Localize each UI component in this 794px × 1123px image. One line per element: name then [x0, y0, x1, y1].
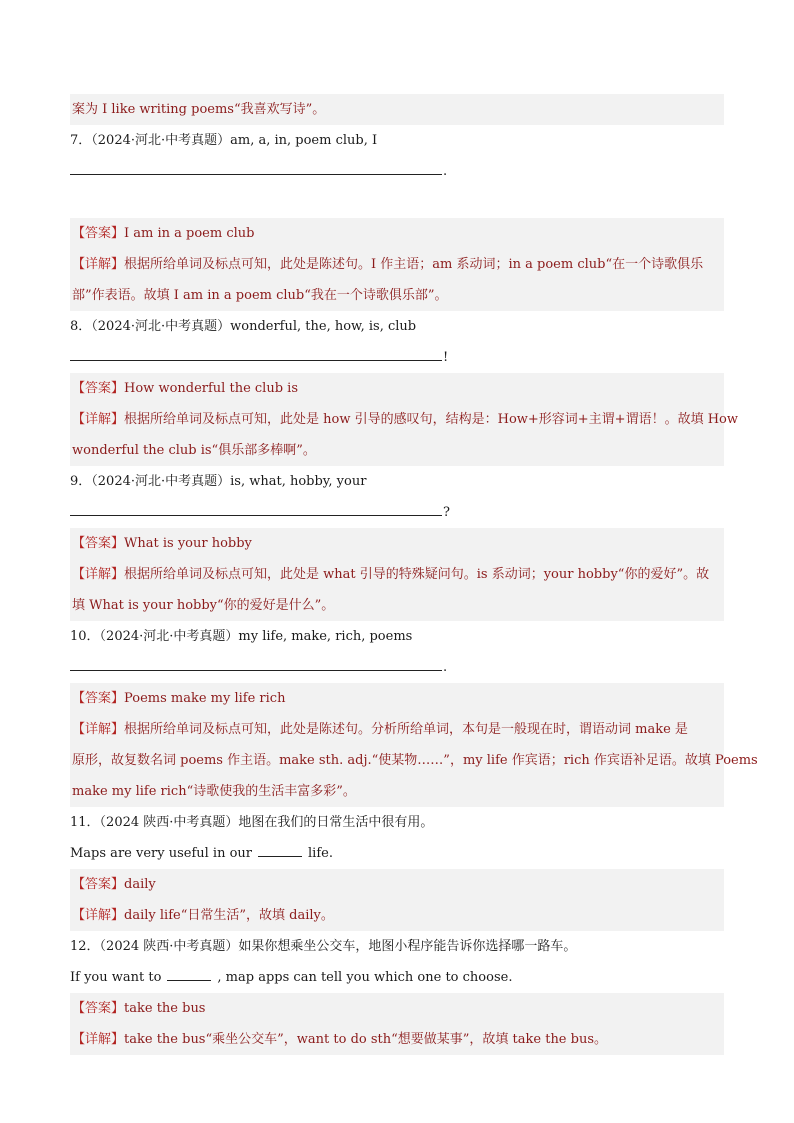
explanation-text: 根据所给单词及标点可知，此处是陈述句。分析所给单词，本句是一般现在时，谓语动词 make 是	[124, 722, 688, 737]
answer-7	[70, 218, 724, 249]
explanation-7-line-2: 部”作表语。故填 I am in a poem club“我在一个诗歌俱乐部”。	[70, 280, 724, 311]
explanation-10-line-1	[70, 714, 724, 745]
answer-text: What is your hobby	[124, 536, 252, 551]
end-punctuation: .	[443, 660, 448, 675]
explanation-text: take the bus“乘坐公交车”，want to do sth“想要做某事”，故填 take the bus。	[124, 1032, 608, 1047]
question-7: 7．（2024·河北·中考真题）am, a, in, poem club, I	[70, 133, 378, 148]
explanation-9-line-1	[70, 559, 724, 590]
answer-text: How wonderful the club is	[124, 381, 298, 396]
explanation-9-line-2: 填 What is your hobby“你的爱好是什么”。	[70, 590, 724, 621]
question-12: 12．（2024 陕西·中考真题）如果你想乘坐公交车，地图小程序能告诉你选择哪一路车。	[70, 939, 577, 954]
answer-blank-10	[70, 652, 724, 683]
explanation-tag: 【详解】	[72, 722, 125, 737]
answer-8	[70, 373, 724, 404]
answer-continuation: 案为 I like writing poems“我喜欢写诗”。	[70, 94, 724, 125]
question-9: 9．（2024·河北·中考真题）is, what, hobby, your	[70, 474, 367, 489]
end-punctuation: ?	[443, 505, 450, 520]
answer-text: Poems make my life rich	[124, 691, 286, 706]
question-8: 8．（2024·河北·中考真题）wonderful, the, how, is, club	[70, 319, 417, 334]
answer-tag: 【答案】	[72, 226, 125, 241]
question-11-english	[70, 838, 724, 869]
sentence-after: , map apps can tell you which one to choose.	[217, 970, 513, 985]
explanation-8-line-2: wonderful the club is“俱乐部多棒啊”。	[70, 435, 724, 466]
answer-tag: 【答案】	[72, 877, 125, 892]
explanation-tag: 【详解】	[72, 412, 125, 427]
explanation-tag: 【详解】	[72, 1032, 125, 1047]
answer-text: take the bus	[124, 1001, 206, 1016]
answer-blank-9	[70, 497, 724, 528]
answer-tag: 【答案】	[72, 381, 125, 396]
blank-line	[70, 162, 442, 175]
explanation-10-line-2: 原形，故复数名词 poems 作主语。make sth. adj.“使某物……”，my life 作宾语；rich 作宾语补足语。故填 Poems	[70, 745, 724, 776]
question-10: 10．（2024·河北·中考真题）my life, make, rich, poems	[70, 629, 413, 644]
sentence-before: Maps are very useful in our	[70, 846, 252, 861]
answer-blank-7	[70, 156, 724, 187]
explanation-text: 根据所给单词及标点可知，此处是陈述句。I 作主语；am 系动词；in a poem club“在一个诗歌俱乐	[124, 257, 704, 272]
answer-blank-8	[70, 342, 724, 373]
explanation-text: 根据所给单词及标点可知，此处是 what 引导的特殊疑问句。is 系动词；your hobby“你的爱好”。故	[124, 567, 710, 582]
end-punctuation: .	[443, 164, 448, 179]
answer-tag: 【答案】	[72, 536, 125, 551]
blank-line	[258, 844, 302, 857]
explanation-11	[70, 900, 724, 931]
explanation-tag: 【详解】	[72, 908, 125, 923]
sentence-before: If you want to	[70, 970, 162, 985]
explanation-text: 根据所给单词及标点可知，此处是 how 引导的感叹句，结构是：How+形容词+主谓+谓语！。故填 How	[124, 412, 738, 427]
blank-line	[167, 968, 211, 981]
explanation-10-line-3: make my life rich“诗歌使我的生活丰富多彩”。	[70, 776, 724, 807]
blank-line	[70, 503, 442, 516]
blank-line	[70, 658, 442, 671]
explanation-12	[70, 1024, 724, 1055]
explanation-tag: 【详解】	[72, 567, 125, 582]
question-12-english	[70, 962, 724, 993]
explanation-tag: 【详解】	[72, 257, 125, 272]
end-punctuation: !	[443, 350, 449, 365]
answer-text: daily	[124, 877, 156, 892]
answer-11	[70, 869, 724, 900]
answer-10	[70, 683, 724, 714]
answer-12	[70, 993, 724, 1024]
document-page	[70, 94, 758, 1055]
answer-9	[70, 528, 724, 559]
explanation-text: daily life“日常生活”，故填 daily。	[124, 908, 334, 923]
explanation-7-line-1	[70, 249, 724, 280]
explanation-8-line-1	[70, 404, 738, 435]
blank-line	[70, 348, 442, 361]
question-11: 11．（2024 陕西·中考真题）地图在我们的日常生活中很有用。	[70, 815, 434, 830]
answer-tag: 【答案】	[72, 691, 125, 706]
sentence-after: life.	[308, 846, 333, 861]
answer-tag: 【答案】	[72, 1001, 125, 1016]
answer-text: I am in a poem club	[124, 226, 255, 241]
